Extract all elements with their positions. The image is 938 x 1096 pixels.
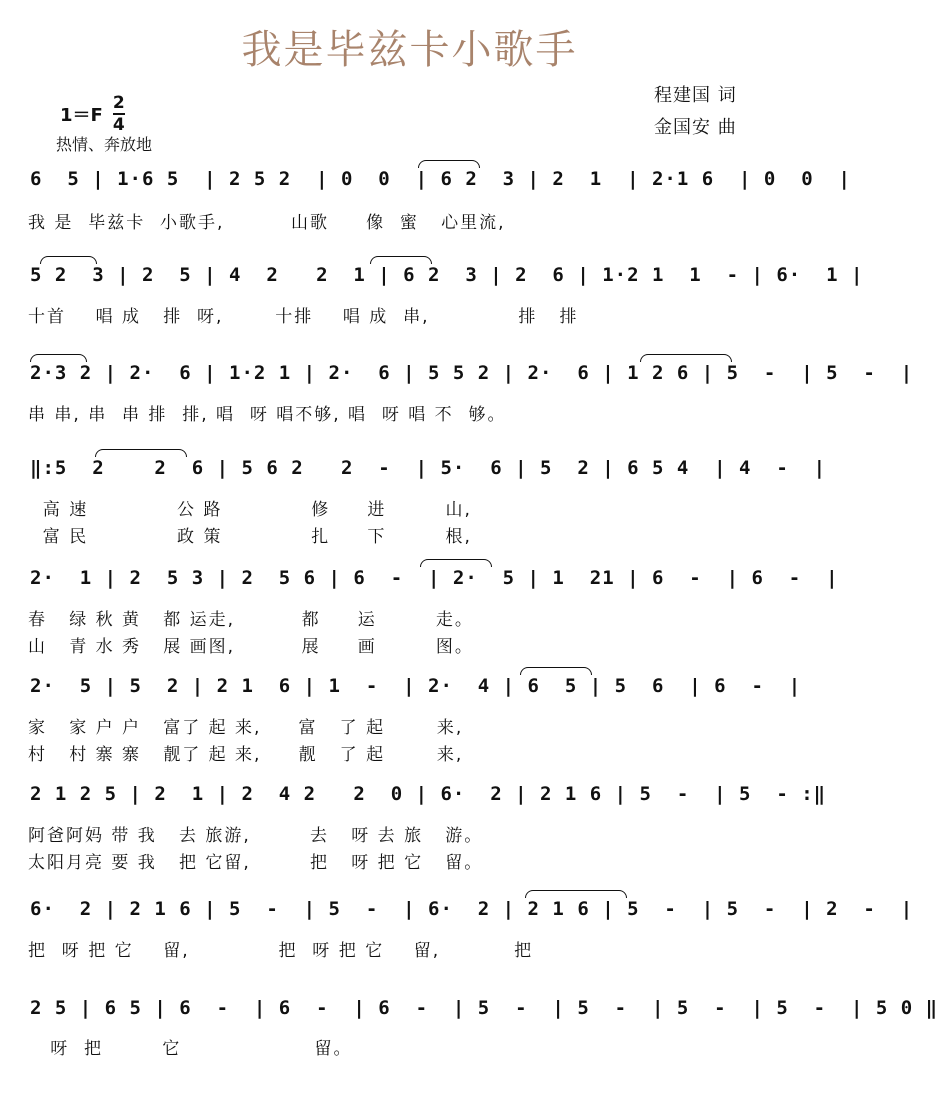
score-notes-line: 2· 5 | 5 2 | 2 1 6 | 1 - | 2· 4 | 6 5 | 5 6 | 6 - | [30, 675, 802, 697]
lyric-line: 十首 唱 成 排 呀, 十排 唱 成 串, 排 排 [28, 307, 579, 327]
lyric-line: 富 民 政 策 扎 下 根, [28, 527, 472, 547]
song-title: 我是毕兹卡小歌手 [241, 27, 578, 73]
score-notes-line: 2· 1 | 2 5 3 | 2 5 6 | 6 - | 2· 5 | 1 21 | 6 - | 6 - | [30, 567, 839, 589]
time-signature-top: 2 [112, 93, 125, 113]
lyric-line: 春 绿 秋 黄 都 运走, 都 运 走。 [28, 610, 474, 630]
slur-arc [30, 354, 87, 362]
slur-arc [370, 256, 432, 264]
lyric-line: 家 家 户 户 富了 起 来, 富 了 起 来, [28, 718, 464, 738]
slur-arc [95, 449, 187, 457]
credits [654, 80, 737, 144]
score-notes-line: 2·3 2 | 2· 6 | 1·2 1 | 2· 6 | 5 5 2 | 2· 6 | 1 2 6 | 5 - | 5 - | [30, 362, 914, 384]
score-notes-line: 6 5 | 1·6 5 | 2 5 2 | 0 0 | 6 2 3 | 2 1 | 2·1 6 | 0 0 | [30, 168, 851, 190]
slur-arc [40, 256, 97, 264]
lyricist-credit: 程建国 词 [654, 85, 737, 106]
score-notes-line: 2 1 2 5 | 2 1 | 2 4 2 2 0 | 6· 2 | 2 1 6 | 5 - | 5 - :‖ [30, 783, 827, 805]
lyric-line: 串 串, 串 串 排 排, 唱 呀 唱不够, 唱 呀 唱 不 够。 [28, 405, 507, 425]
lyric-line: 我 是 毕兹卡 小歌手, 山歌 像 蜜 心里流, [28, 213, 506, 233]
composer-credit: 金国安 曲 [654, 117, 737, 138]
slur-arc [420, 559, 492, 567]
lyric-line: 把 呀 把 它 留, 把 呀 把 它 留, 把 [28, 941, 534, 961]
key-label: 1＝F [60, 105, 103, 126]
score-notes-line: 6· 2 | 2 1 6 | 5 - | 5 - | 6· 2 | 2 1 6 | 5 - | 5 - | 2 - | [30, 898, 914, 920]
time-signature [113, 94, 125, 134]
slur-arc [520, 667, 592, 675]
lyric-line: 高 速 公 路 修 进 山, [28, 500, 472, 520]
lyric-line: 呀 把 它 留。 [28, 1039, 353, 1059]
lyric-line: 村 村 寨 寨 靓了 起 来, 靓 了 起 来, [28, 745, 464, 765]
slur-arc [525, 890, 627, 898]
score-notes-line: 2 5 | 6 5 | 6 - | 6 - | 6 - | 5 - | 5 - | 5 - | 5 - | 5 0 ‖ [30, 997, 938, 1019]
key-signature [60, 94, 125, 134]
lyric-line: 山 青 水 秀 展 画图, 展 画 图。 [28, 637, 474, 657]
lyric-line: 阿爸阿妈 带 我 去 旅游, 去 呀 去 旅 游。 [28, 826, 484, 846]
time-signature-bottom: 4 [112, 115, 125, 135]
slur-arc [640, 354, 732, 362]
tempo-marking: 热情、奔放地 [56, 135, 153, 154]
score-notes-line: 5 2 3 | 2 5 | 4 2 2 1 | 6 2 3 | 2 6 | 1·2 1 1 - | 6· 1 | [30, 264, 864, 286]
score-notes-line: ‖:5 2 2 6 | 5 6 2 2 - | 5· 6 | 5 2 | 6 5 4 | 4 - | [30, 457, 827, 479]
slur-arc [418, 160, 480, 168]
lyric-line: 太阳月亮 要 我 把 它留, 把 呀 把 它 留。 [28, 853, 484, 873]
